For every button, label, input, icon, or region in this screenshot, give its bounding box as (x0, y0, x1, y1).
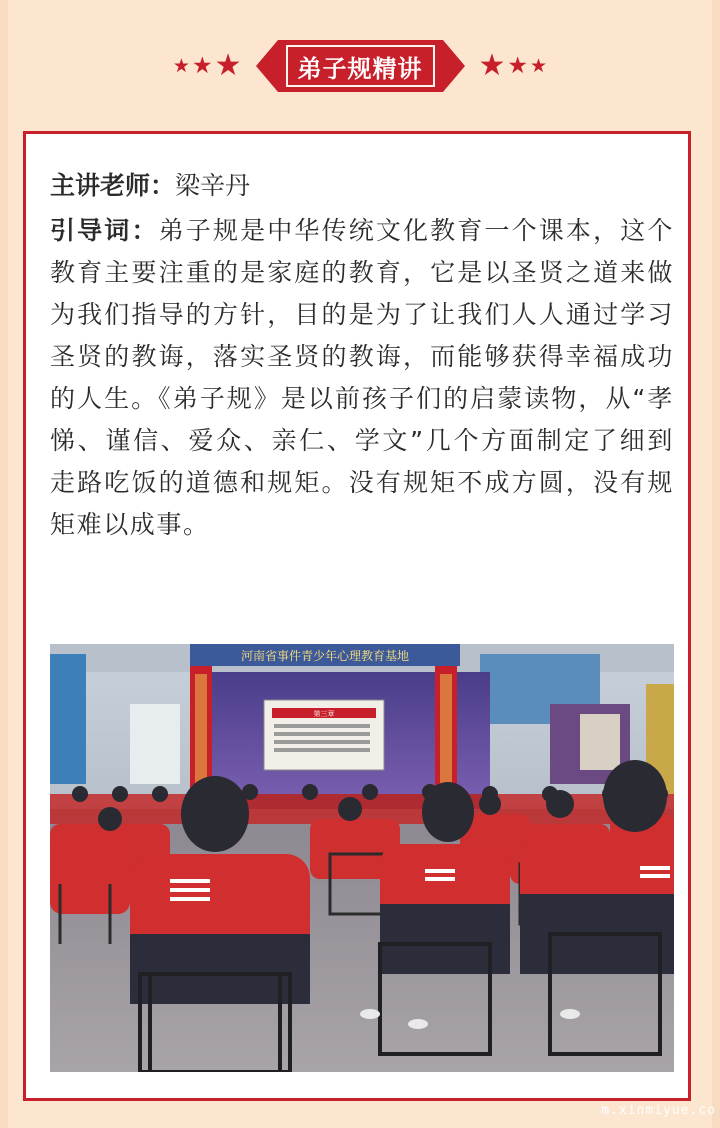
star-icon: ★ (172, 54, 190, 77)
badge-right-arrow (443, 40, 465, 92)
article-text (50, 166, 674, 546)
screen-title: 第三章 (313, 710, 335, 718)
intro-label: 引导词： (50, 216, 159, 245)
title-badge (256, 40, 465, 92)
left-stars (172, 48, 242, 83)
star-icon: ★ (530, 54, 548, 77)
star-icon: ★ (478, 48, 506, 83)
star-icon: ★ (507, 52, 529, 79)
intro-text: 弟子规是中华传统文化教育一个课本，这个教育主要注重的是家庭的教育，它是以圣贤之道来做为我们指导的方针，目的是为了让我们人人通过学习圣贤的教诲，落实圣贤的教诲，而能够获得幸福成功的人生。《弟子规》是以前孩子们的启蒙读物，从“孝悌、谨信、爱众、亲仁、学文”几个方面制定了细到走路吃饭的道德和规矩。没有规矩不成方圆，没有规矩难以成事。 (50, 216, 674, 539)
right-edge-band (712, 0, 720, 1128)
left-edge-band (0, 0, 8, 1128)
teacher-name: 梁辛丹 (175, 171, 251, 200)
badge-left-arrow (256, 40, 278, 92)
lecture-photo (50, 644, 674, 1072)
star-icon: ★ (214, 48, 242, 83)
banner-text: 河南省事件青少年心理教育基地 (240, 649, 410, 663)
intro-paragraph (50, 210, 674, 546)
right-stars (478, 48, 548, 83)
section-header (0, 40, 720, 92)
star-icon: ★ (191, 52, 213, 79)
teacher-line (50, 166, 674, 206)
content-card (23, 131, 691, 1101)
teacher-label: 主讲老师： (50, 171, 176, 200)
section-title: 弟子规精讲 (297, 54, 423, 83)
watermark: m.xinmiyue.co (601, 1103, 716, 1118)
